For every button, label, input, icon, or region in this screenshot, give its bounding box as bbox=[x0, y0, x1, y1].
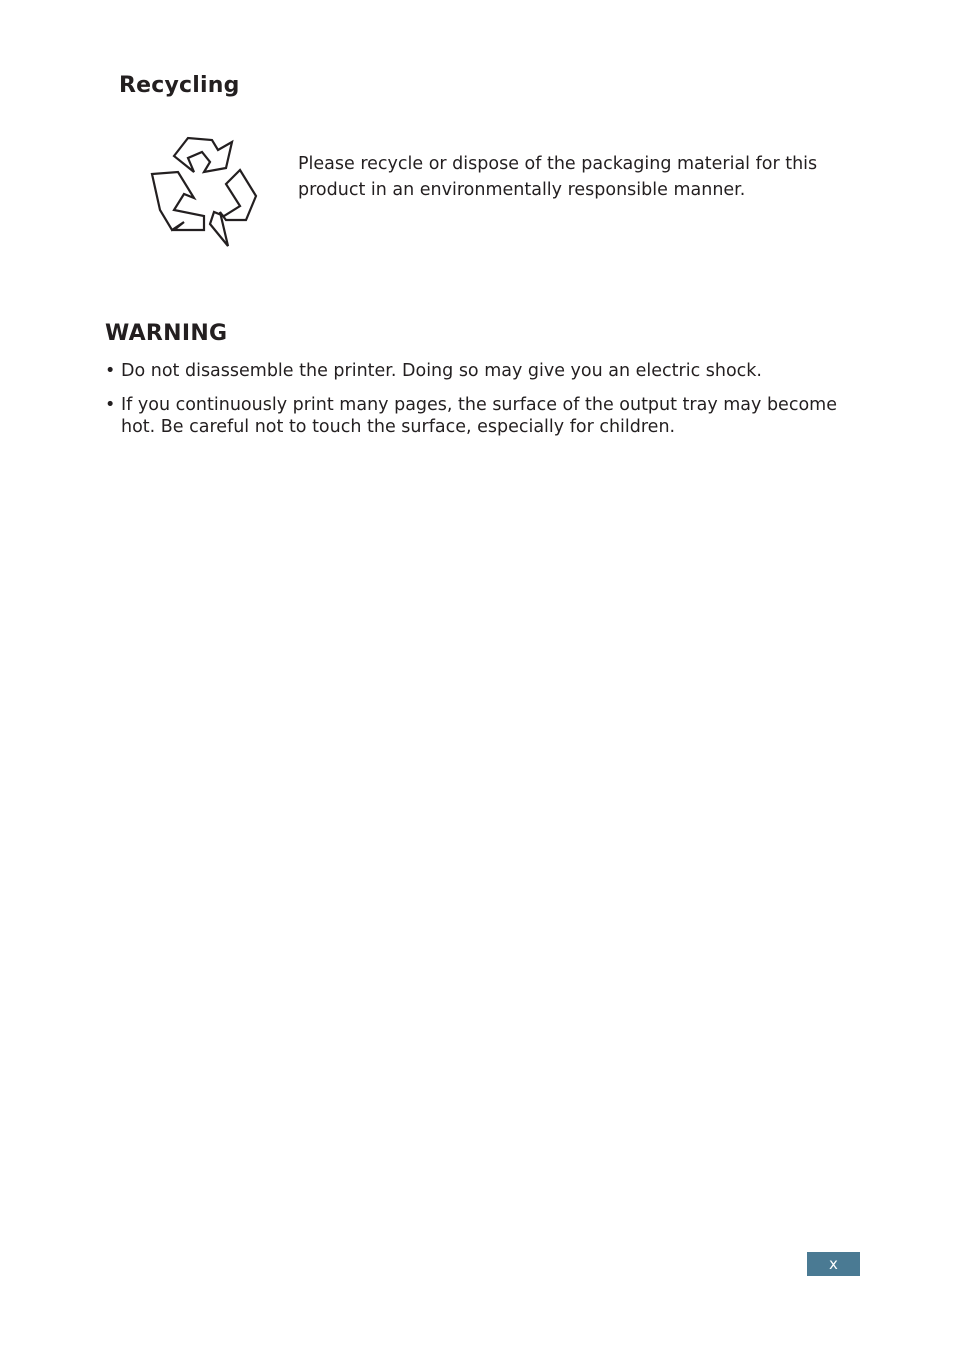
warning-item-text: Do not disassemble the printer. Doing so may give you an electric shock. bbox=[121, 361, 762, 381]
bullet-icon: • bbox=[105, 395, 116, 415]
recycle-icon bbox=[148, 134, 262, 248]
recycling-heading: Recycling bbox=[119, 73, 240, 98]
warning-heading: WARNING bbox=[105, 321, 228, 346]
list-item bbox=[105, 394, 865, 438]
warning-item-text: If you continuously print many pages, the surface of the output tray may become hot. Be careful not to touch the surface, especially for children. bbox=[121, 395, 837, 437]
page-number-badge: x bbox=[807, 1252, 860, 1276]
bullet-icon: • bbox=[105, 361, 116, 381]
warning-list bbox=[105, 360, 865, 450]
recycling-text: Please recycle or dispose of the packaging material for this product in an environmentally responsible manner. bbox=[298, 154, 818, 200]
list-item bbox=[105, 360, 865, 382]
